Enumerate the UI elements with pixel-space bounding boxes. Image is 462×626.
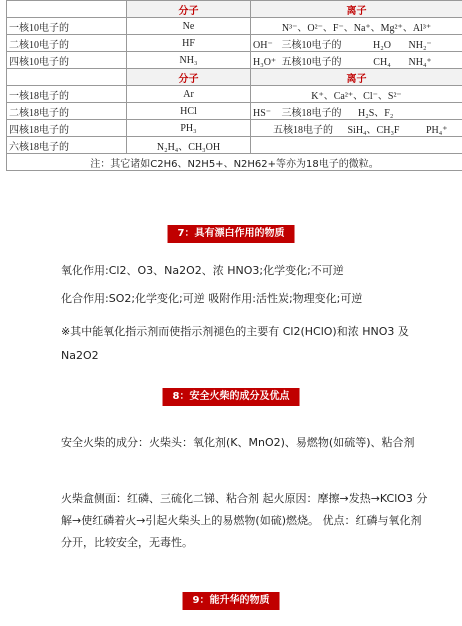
section-7-paragraph: ※其中能氧化指示剂而使指示剂褪色的主要有 Cl2(HClO)和浓 HNO3 及 Na2O2 [61,325,409,362]
row-ion [251,35,462,52]
row-ion [251,86,462,103]
table-row [7,103,462,120]
row-label: 一核18电子的 [7,86,127,103]
row-molecule: NH₃ [127,52,251,69]
table-row [7,18,462,35]
row-ion [251,52,462,69]
ion-text: H₃O⁺ [253,56,277,68]
table-header-row [7,1,462,18]
ion-text: HS⁻ [253,107,272,119]
ion-text: K⁺、Ca²⁺、Cl⁻、S²⁻ [311,90,402,102]
section-7-title: 7：具有漂白作用的物质 [168,225,295,243]
section-8-paragraph: 火柴盒侧面：红磷、三硫化二锑、粘合剂 起火原因：摩擦→发热→KClO3 分解→使红磷着火→引起火柴头上的易燃物(如硫)燃烧。 优点：红磷与氧化剂分开，比较安全，无毒性。 [61,492,428,549]
ion-text: SiH₄、CH₃F [347,124,400,136]
row-label: 四核10电子的 [7,52,127,69]
table-note: 注：其它诸如C2H6、N2H5+、N2H62+等亦为18电子的微粒。 [7,154,462,171]
ion-text: H₂S、F₂ [358,107,394,119]
table-row [7,35,462,52]
header-molecule: 分子 [127,69,251,86]
table-row [7,52,462,69]
ion-text: NH₄⁺ [408,56,432,68]
row-label: 四核18电子的 [7,120,127,137]
row-molecule: PH₃ [127,120,251,137]
row-label: 一核10电子的 [7,18,127,35]
row-molecule: Ar [127,86,251,103]
ion-text: H₂O [373,39,391,51]
table-header-row [7,69,462,86]
row-ion [251,18,462,35]
header-ion: 离子 [251,1,462,18]
row-molecule: HCl [127,103,251,120]
ion-text: CH₄ [373,56,391,68]
row-label: 二核18电子的 [7,103,127,120]
header-molecule: 分子 [127,1,251,18]
ion-text: N³⁻、O²⁻、F⁻、Na⁺、Mg²⁺、Al³⁺ [281,22,432,34]
electron-species-table [6,0,462,171]
section-7-paragraph: 氧化作用:Cl2、O3、Na2O2、浓 HNO3;化学变化;不可逆 [61,264,344,277]
ion-text: PH₄⁺ [426,124,448,136]
ion-sublabel: 三核10电子的 [281,39,342,51]
row-molecule: HF [127,35,251,52]
row-ion [251,137,462,154]
row-ion [251,103,462,120]
table-row [7,137,462,154]
header-ion: 离子 [251,69,462,86]
ion-text: NH₂⁻ [408,39,432,51]
ion-sublabel: 五核18电子的 [273,124,333,136]
row-molecule: Ne [127,18,251,35]
row-molecule: N₂H₄、CH₃OH [127,137,251,154]
ion-text: OH⁻ [253,39,273,51]
ion-sublabel: 三核18电子的 [281,107,342,119]
row-label: 六核18电子的 [7,137,127,154]
section-8-title: 8：安全火柴的成分及优点 [163,388,300,406]
table-row [7,120,462,137]
table-note-row [7,154,462,171]
section-9-title: 9：能升华的物质 [183,592,280,610]
section-8-paragraph: 安全火柴的成分：火柴头：氧化剂(K、MnO2)、易燃物(如硫等)、粘合剂 [61,436,415,449]
row-ion [251,120,462,137]
ion-sublabel: 五核10电子的 [281,56,342,68]
table-row [7,86,462,103]
row-label: 二核10电子的 [7,35,127,52]
section-7-paragraph: 化合作用:SO2;化学变化;可逆 吸附作用:活性炭;物理变化;可逆 [61,292,363,305]
